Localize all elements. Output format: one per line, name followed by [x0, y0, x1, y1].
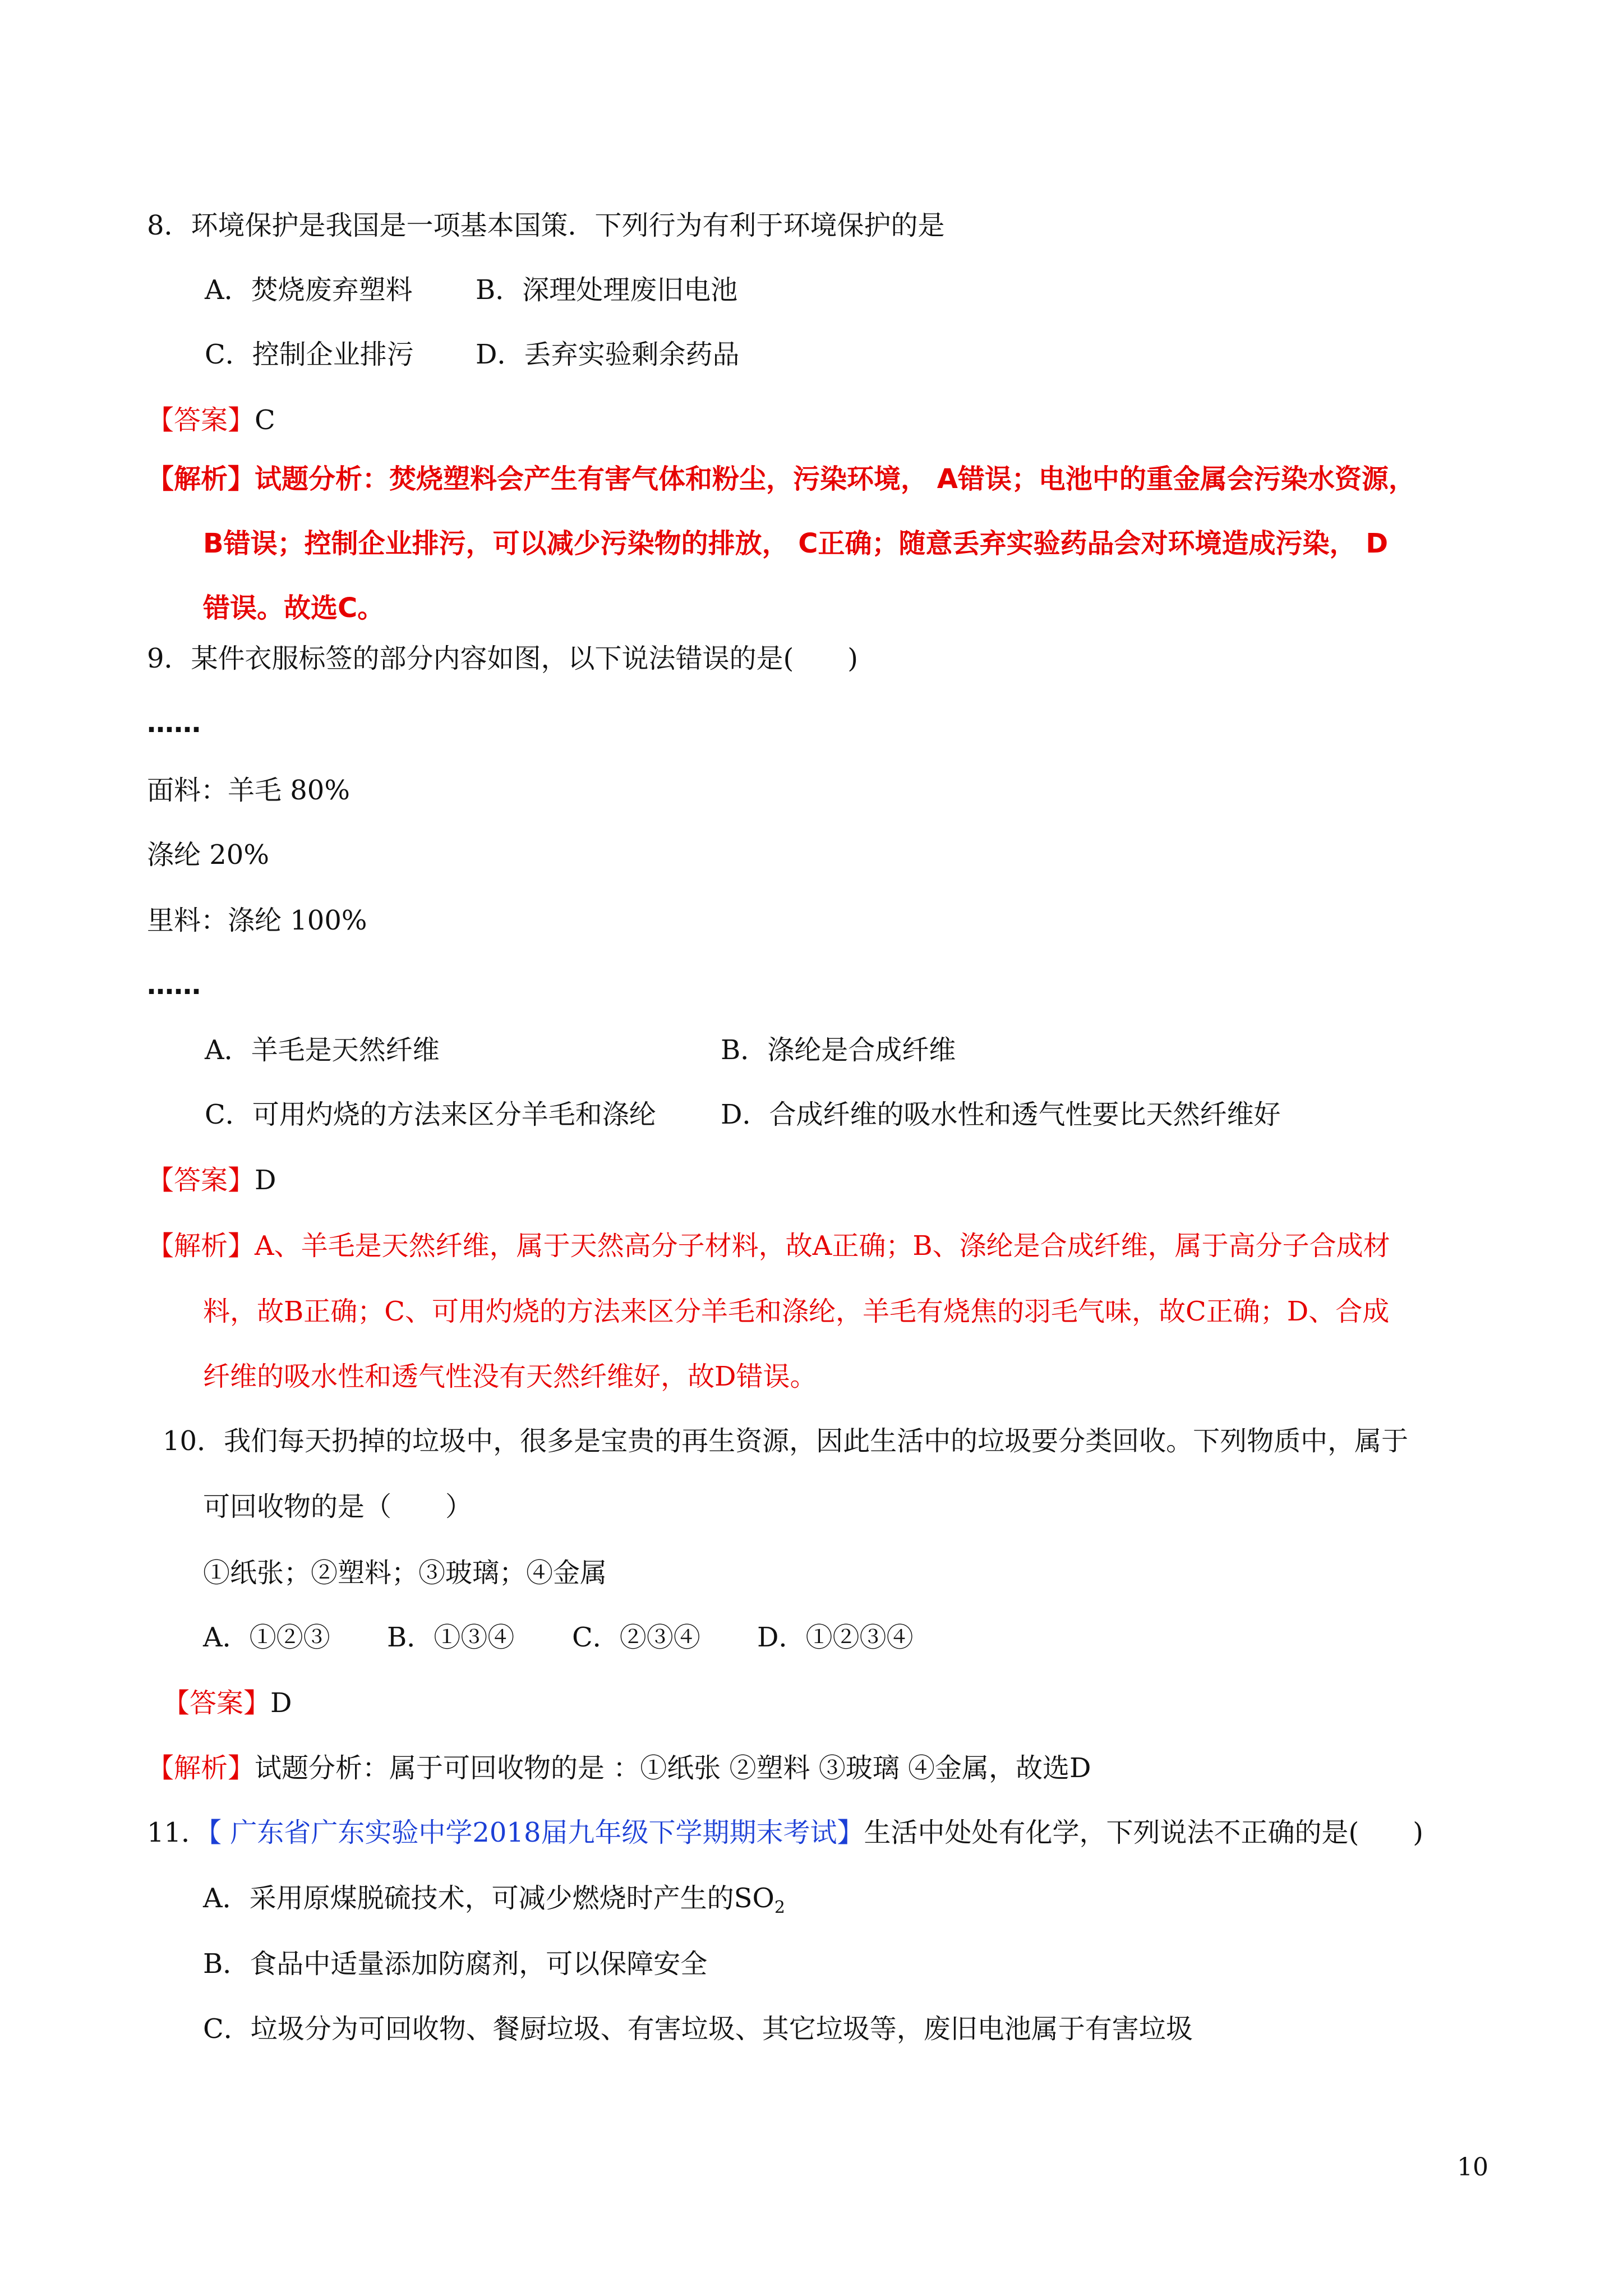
analysis-tag: 【解析】	[147, 1230, 255, 1262]
q8-analysis-line-2: B错误；控制企业排污，可以减少污染物的排放， C正确；随意丢弃实验药品会对环境造成污染， D	[203, 528, 1389, 559]
analysis-tag: 【解析】	[147, 463, 255, 495]
q10-option-c: C．②③④	[572, 1622, 700, 1653]
q8-analysis-line-1	[147, 463, 1415, 495]
q9-option-a: A．羊毛是天然纤维	[205, 1034, 440, 1066]
q8-option-c: C．控制企业排污	[205, 339, 414, 370]
page-number: 10	[1457, 2153, 1488, 2182]
q10-stem-line-2: 可回收物的是（ ）	[203, 1491, 473, 1522]
answer-value: C	[255, 404, 275, 436]
q9-analysis-line-3: 纤维的吸水性和透气性没有天然纤维好，故D错误。	[203, 1361, 817, 1392]
q9-analysis-line-2: 料，故B正确；C、可用灼烧的方法来区分羊毛和涤纶，羊毛有烧焦的羽毛气味，故C正确；D、合成	[203, 1296, 1390, 1327]
q9-ellipsis-bottom: ……	[147, 969, 201, 1001]
analysis-tag: 【解析】	[147, 1752, 255, 1784]
q11-number: 11．	[147, 1817, 209, 1848]
analysis-text: 试题分析：属于可回收物的是 ：①纸张 ②塑料 ③玻璃 ④金属，故选D	[255, 1752, 1091, 1784]
q11-stem-text: 生活中处处有化学，下列说法不正确的是( )	[864, 1817, 1423, 1848]
q10-answer	[163, 1687, 292, 1719]
answer-tag: 【答案】	[147, 1165, 255, 1196]
q8-option-b: B．深理处理废旧电池	[476, 274, 738, 306]
q11-option-b: B．食品中适量添加防腐剂，可以保障安全	[203, 1948, 708, 1980]
q8-answer	[147, 404, 275, 436]
q11-option-a-subscript: 2	[774, 1898, 785, 1917]
q9-label-line-2: 涤纶 20%	[147, 839, 269, 871]
answer-value: D	[255, 1165, 276, 1196]
q10-option-b: B．①③④	[387, 1622, 515, 1653]
q8-option-d: D．丢弃实验剩余药品	[476, 339, 740, 370]
q10-items: ①纸张；②塑料；③玻璃；④金属	[203, 1557, 607, 1589]
q8-option-a: A．焚烧废弃塑料	[205, 274, 413, 306]
q10-option-d: D．①②③④	[757, 1622, 914, 1653]
analysis-text: A、羊毛是天然纤维，属于天然高分子材料，故A正确；B、涤纶是合成纤维，属于高分子合成材	[255, 1230, 1390, 1262]
q9-answer	[147, 1167, 276, 1194]
q9-label-line-3: 里料：涤纶 100%	[147, 905, 367, 936]
answer-tag: 【答案】	[163, 1687, 271, 1719]
q11-option-a	[203, 1885, 785, 1916]
q9-stem: 9．某件衣服标签的部分内容如图，以下说法错误的是( )	[147, 643, 858, 674]
answer-tag: 【答案】	[147, 404, 255, 436]
q11-stem	[147, 1819, 1423, 1846]
answer-value: D	[270, 1687, 292, 1719]
q9-analysis-line-1	[147, 1230, 1390, 1262]
q9-option-b: B．涤纶是合成纤维	[721, 1034, 956, 1066]
q11-source: 【 广东省广东实验中学2018届九年级下学期期末考试】	[208, 1817, 864, 1848]
q9-label-line-1: 面料：羊毛 80%	[147, 775, 350, 806]
q10-stem-line-1: 10．我们每天扔掉的垃圾中，很多是宝贵的再生资源，因此生活中的垃圾要分类回收。下列物质中，属于	[163, 1425, 1409, 1457]
analysis-text: 试题分析：焚烧塑料会产生有害气体和粉尘，污染环境， A错误；电池中的重金属会污染水资源，	[255, 463, 1415, 495]
q9-option-c: C．可用灼烧的方法来区分羊毛和涤纶	[205, 1099, 656, 1130]
q8-analysis-line-3: 错误。故选C。	[203, 592, 385, 624]
q11-option-c: C．垃圾分为可回收物、餐厨垃圾、有害垃圾、其它垃圾等，废旧电池属于有害垃圾	[203, 2013, 1193, 2045]
q8-stem: 8．环境保护是我国是一项基本国策．下列行为有利于环境保护的是	[147, 210, 945, 241]
q10-option-a: A．①②③	[203, 1622, 330, 1653]
q9-ellipsis-top: ……	[147, 707, 201, 739]
q10-analysis	[147, 1752, 1091, 1784]
q9-option-d: D．合成纤维的吸水性和透气性要比天然纤维好	[721, 1099, 1281, 1130]
q11-option-a-text: A．采用原煤脱硫技术，可减少燃烧时产生的SO	[203, 1883, 774, 1914]
